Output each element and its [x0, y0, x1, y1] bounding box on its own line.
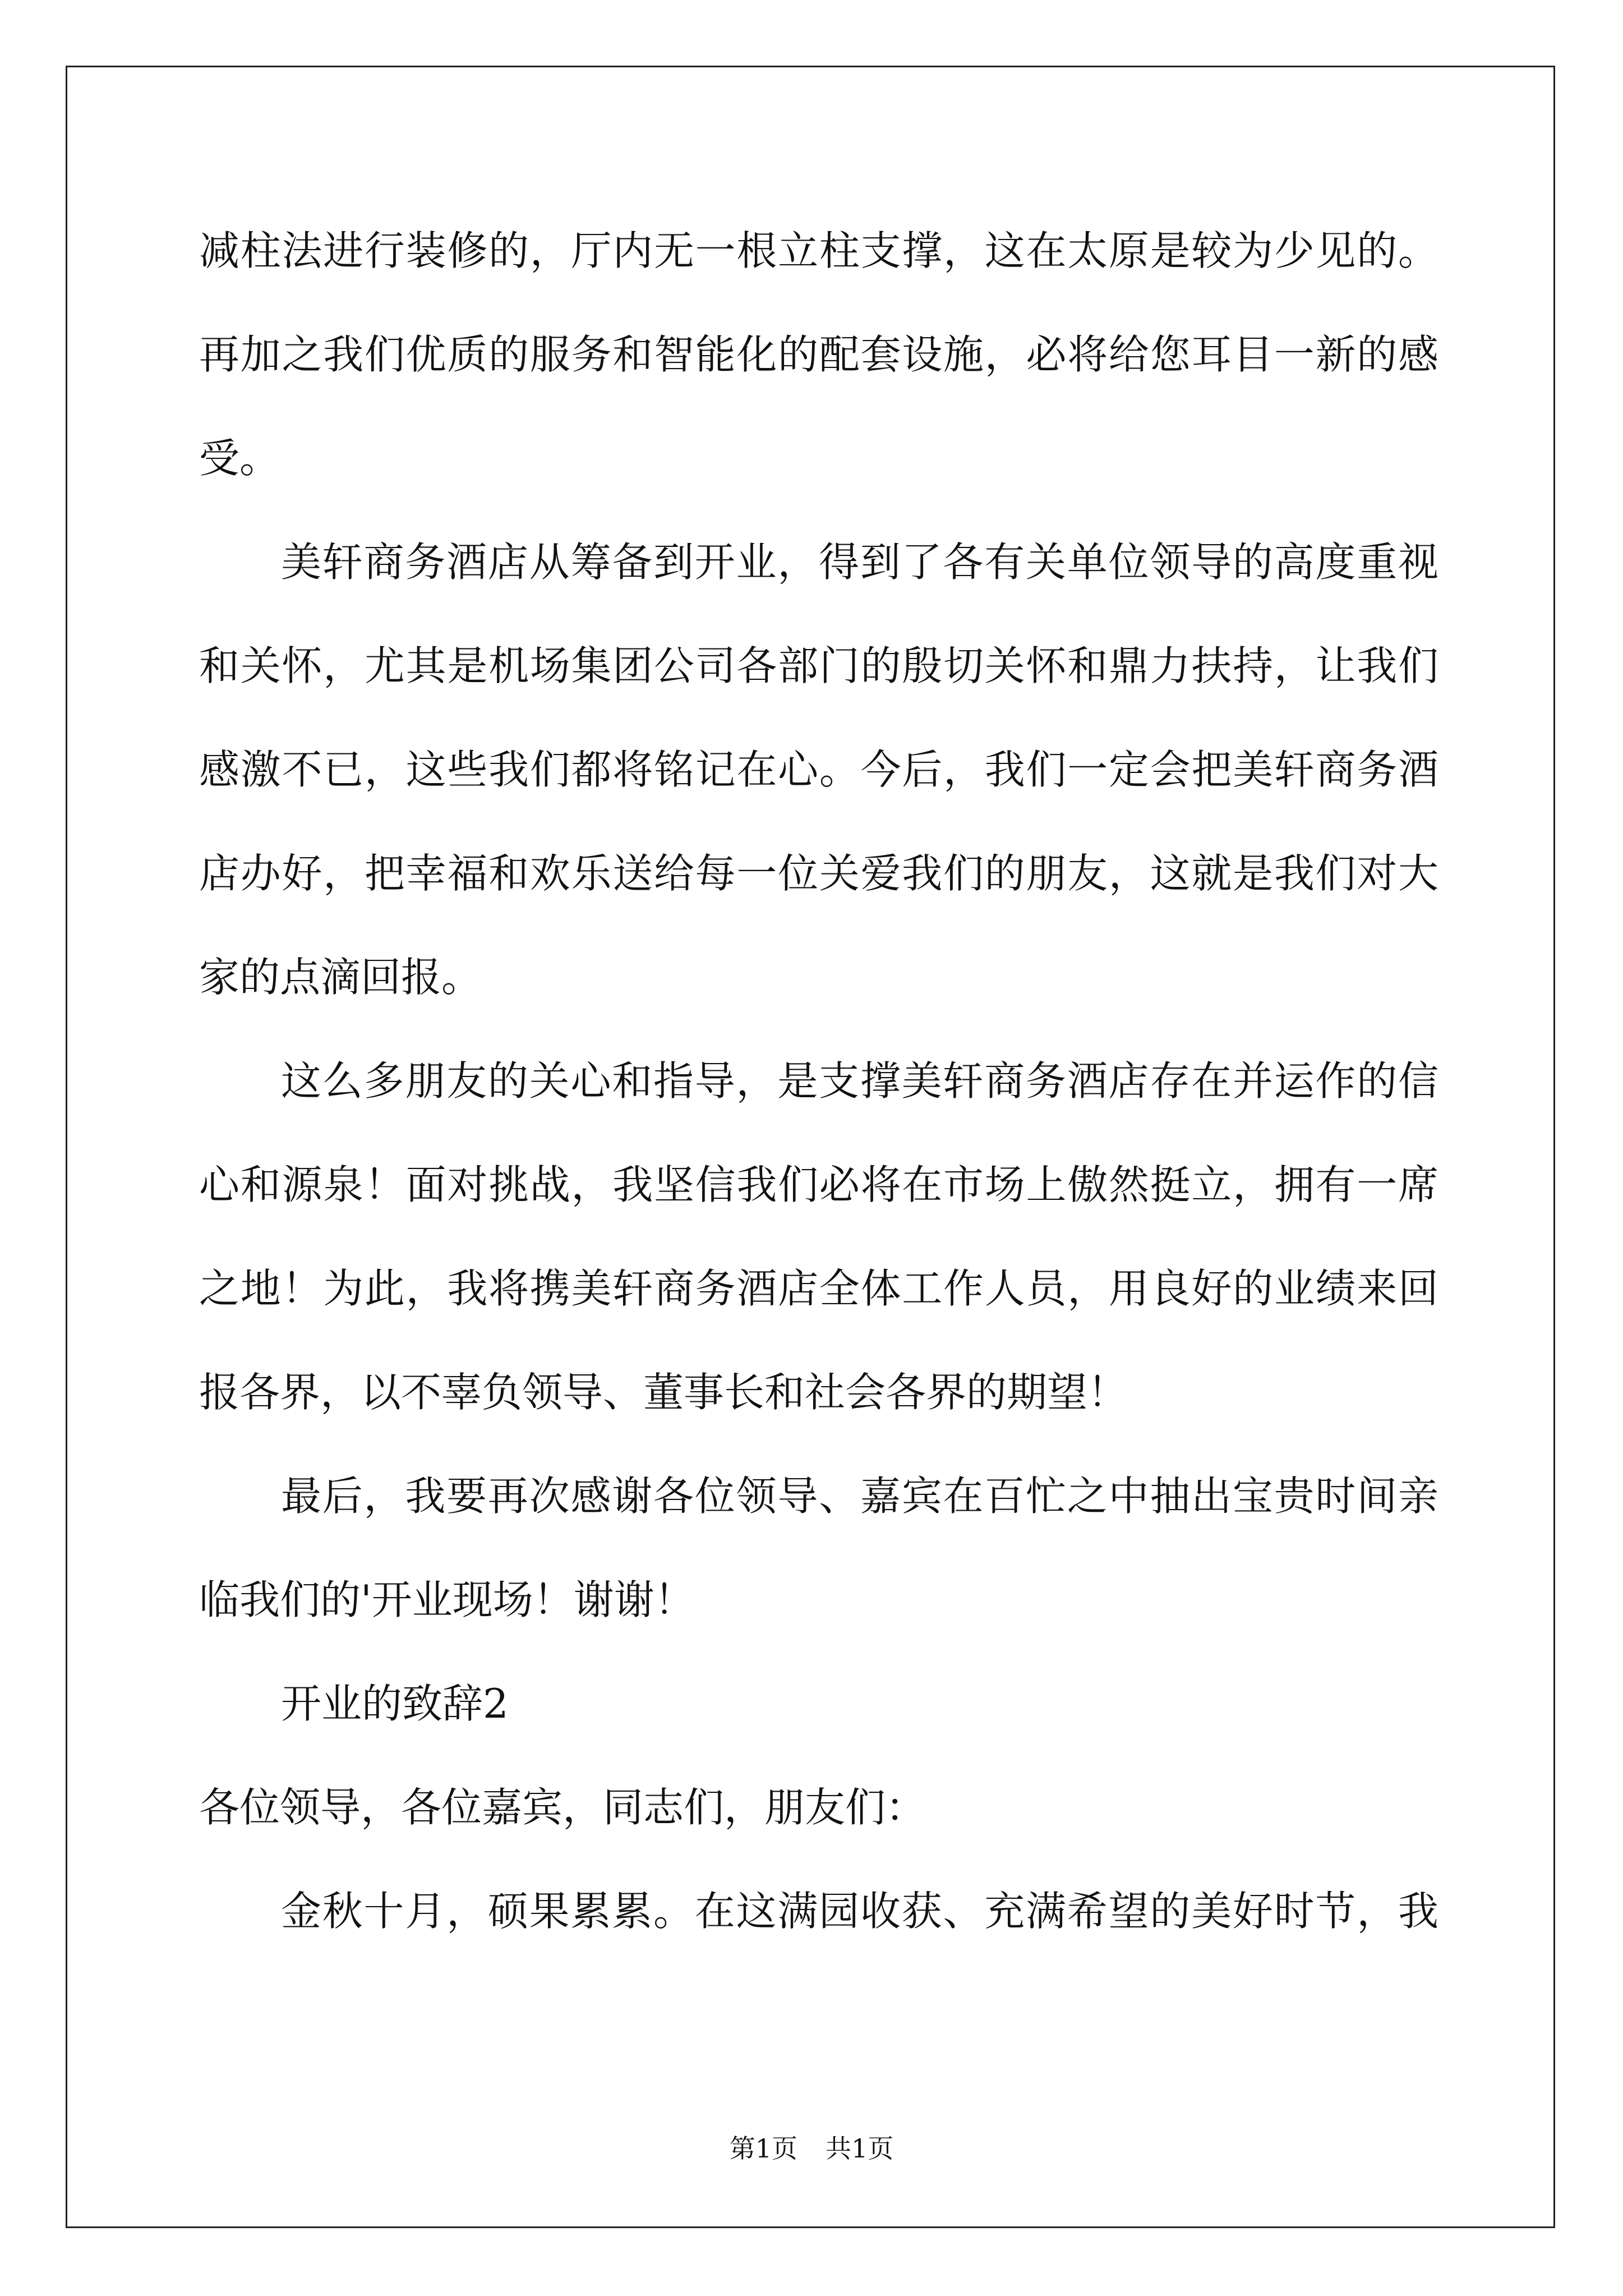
document-body [199, 199, 1438, 1963]
text-line: 店办好，把幸福和欢乐送给每一位关爱我们的朋友，这就是我们对大 [199, 850, 1438, 897]
paragraph-start-line: 这么多朋友的关心和指导，是支撑美轩商务酒店存在并运作的信 [281, 1057, 1438, 1105]
text-line: 之地！为此，我将携美轩商务酒店全体工作人员，用良好的业绩来回 [199, 1265, 1438, 1312]
text-line: 临我们的'开业现场！谢谢！ [199, 1576, 695, 1623]
salutation-line: 各位领导，各位嘉宾，同志们，朋友们： [199, 1784, 926, 1831]
page-total: 共1页 [826, 2133, 894, 2164]
text-line: 感激不已，这些我们都将铭记在心。今后，我们一定会把美轩商务酒 [199, 746, 1438, 793]
text-line: 和关怀，尤其是机场集团公司各部门的殷切关怀和鼎力扶持，让我们 [199, 642, 1438, 689]
text-line: 家的点滴回报。 [199, 954, 482, 1001]
paragraph-start-line: 美轩商务酒店从筹备到开业，得到了各有关单位领导的高度重视 [281, 539, 1438, 586]
text-line: 减柱法进行装修的，厅内无一根立柱支撑，这在太原是较为少见的。 [199, 227, 1438, 274]
text-line: 心和源泉！面对挑战，我坚信我们必将在市场上傲然挺立，拥有一席 [199, 1161, 1438, 1208]
text-line: 受。 [199, 435, 280, 482]
paragraph-start-line: 最后，我要再次感谢各位领导、嘉宾在百忙之中抽出宝贵时间亲 [281, 1473, 1438, 1520]
text-line: 报各界，以不辜负领导、董事长和社会各界的期望！ [199, 1369, 1128, 1416]
text-line: 再加之我们优质的服务和智能化的配套设施，必将给您耳目一新的感 [199, 331, 1438, 378]
section-heading: 开业的致辞2 [281, 1680, 509, 1727]
page-number: 第1页 [729, 2133, 797, 2164]
paragraph-start-line: 金秋十月，硕果累累。在这满园收获、充满希望的美好时节，我 [281, 1888, 1438, 1935]
page-footer [0, 2132, 1623, 2165]
